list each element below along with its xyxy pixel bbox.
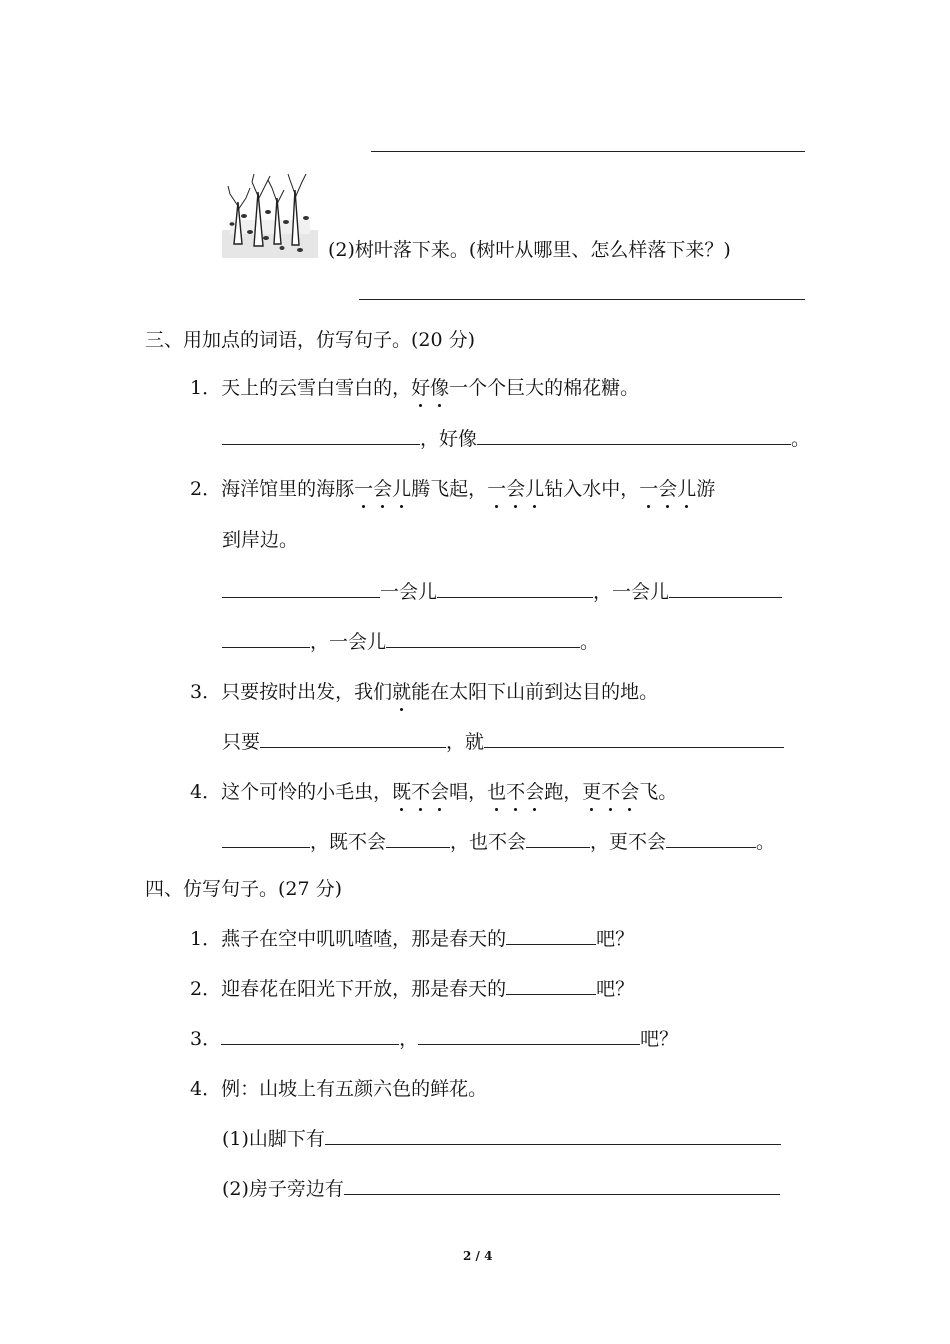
blank[interactable] <box>666 831 756 848</box>
part2-item2-label: (2)树叶落下来。(树叶从哪里、怎么样落下来？) <box>328 239 731 261</box>
blank[interactable] <box>418 1028 640 1045</box>
blank[interactable] <box>506 928 596 945</box>
section3-q2-fill1: 一会儿 ，一会儿 <box>222 580 782 604</box>
answer-line-item2 <box>359 299 805 300</box>
blank[interactable] <box>506 978 596 995</box>
section3-q4-fill: ，既不会 ，也不会 ，更不会 。 <box>222 830 775 854</box>
blank[interactable] <box>669 581 782 598</box>
blank[interactable] <box>222 428 420 445</box>
blank[interactable] <box>325 1128 781 1145</box>
section3-q2-line2: 到岸边。 <box>222 529 299 551</box>
blank[interactable] <box>344 1178 780 1195</box>
blank[interactable] <box>437 581 593 598</box>
section4-heading: 四、仿写句子。(27 分) <box>145 878 343 900</box>
section3-q2: 2．海洋馆里的海豚一会儿腾飞起，一会儿钻入水中，一会儿游 <box>190 478 716 500</box>
blank[interactable] <box>222 581 380 598</box>
blank[interactable] <box>484 731 784 748</box>
section3-heading: 三、用加点的词语，仿写句子。(20 分) <box>145 329 476 351</box>
section4-q4: 4．例：山坡上有五颜六色的鲜花。 <box>190 1078 488 1100</box>
section4-q3: 3． ， 吧？ <box>190 1028 679 1050</box>
section3-q2-fill2: ，一会儿 。 <box>222 630 599 654</box>
blank[interactable] <box>526 831 590 848</box>
answer-line-top <box>371 151 805 152</box>
blank[interactable] <box>222 631 310 648</box>
blank[interactable] <box>386 631 580 648</box>
blank[interactable] <box>222 831 310 848</box>
section3-q1-fill: ，好像 。 <box>222 427 810 451</box>
section4-q2: 2．迎春花在阳光下开放，那是春天的 吧？ <box>190 978 635 1000</box>
blank[interactable] <box>221 1028 399 1045</box>
blank[interactable] <box>477 428 791 445</box>
section3-q1: 1．天上的云雪白雪白的，好像一个个巨大的棉花糖。 <box>190 377 640 399</box>
page-number: 2 / 4 <box>463 1249 493 1263</box>
blank[interactable] <box>386 831 450 848</box>
section4-q4-s2: (2)房子旁边有 <box>222 1177 780 1201</box>
section4-q1: 1．燕子在空中叽叽喳喳，那是春天的 吧？ <box>190 928 635 950</box>
section3-q3-fill: 只要 ，就 <box>222 730 784 754</box>
section3-q3: 3．只要按时出发，我们就能在太阳下山前到达目的地。 <box>190 681 659 703</box>
blank[interactable] <box>260 731 446 748</box>
section3-q4: 4．这个可怜的小毛虫，既不会唱，也不会跑，更不会飞。 <box>190 781 678 803</box>
section4-q4-s1: (1)山脚下有 <box>222 1127 781 1151</box>
trees-illustration <box>222 172 318 258</box>
